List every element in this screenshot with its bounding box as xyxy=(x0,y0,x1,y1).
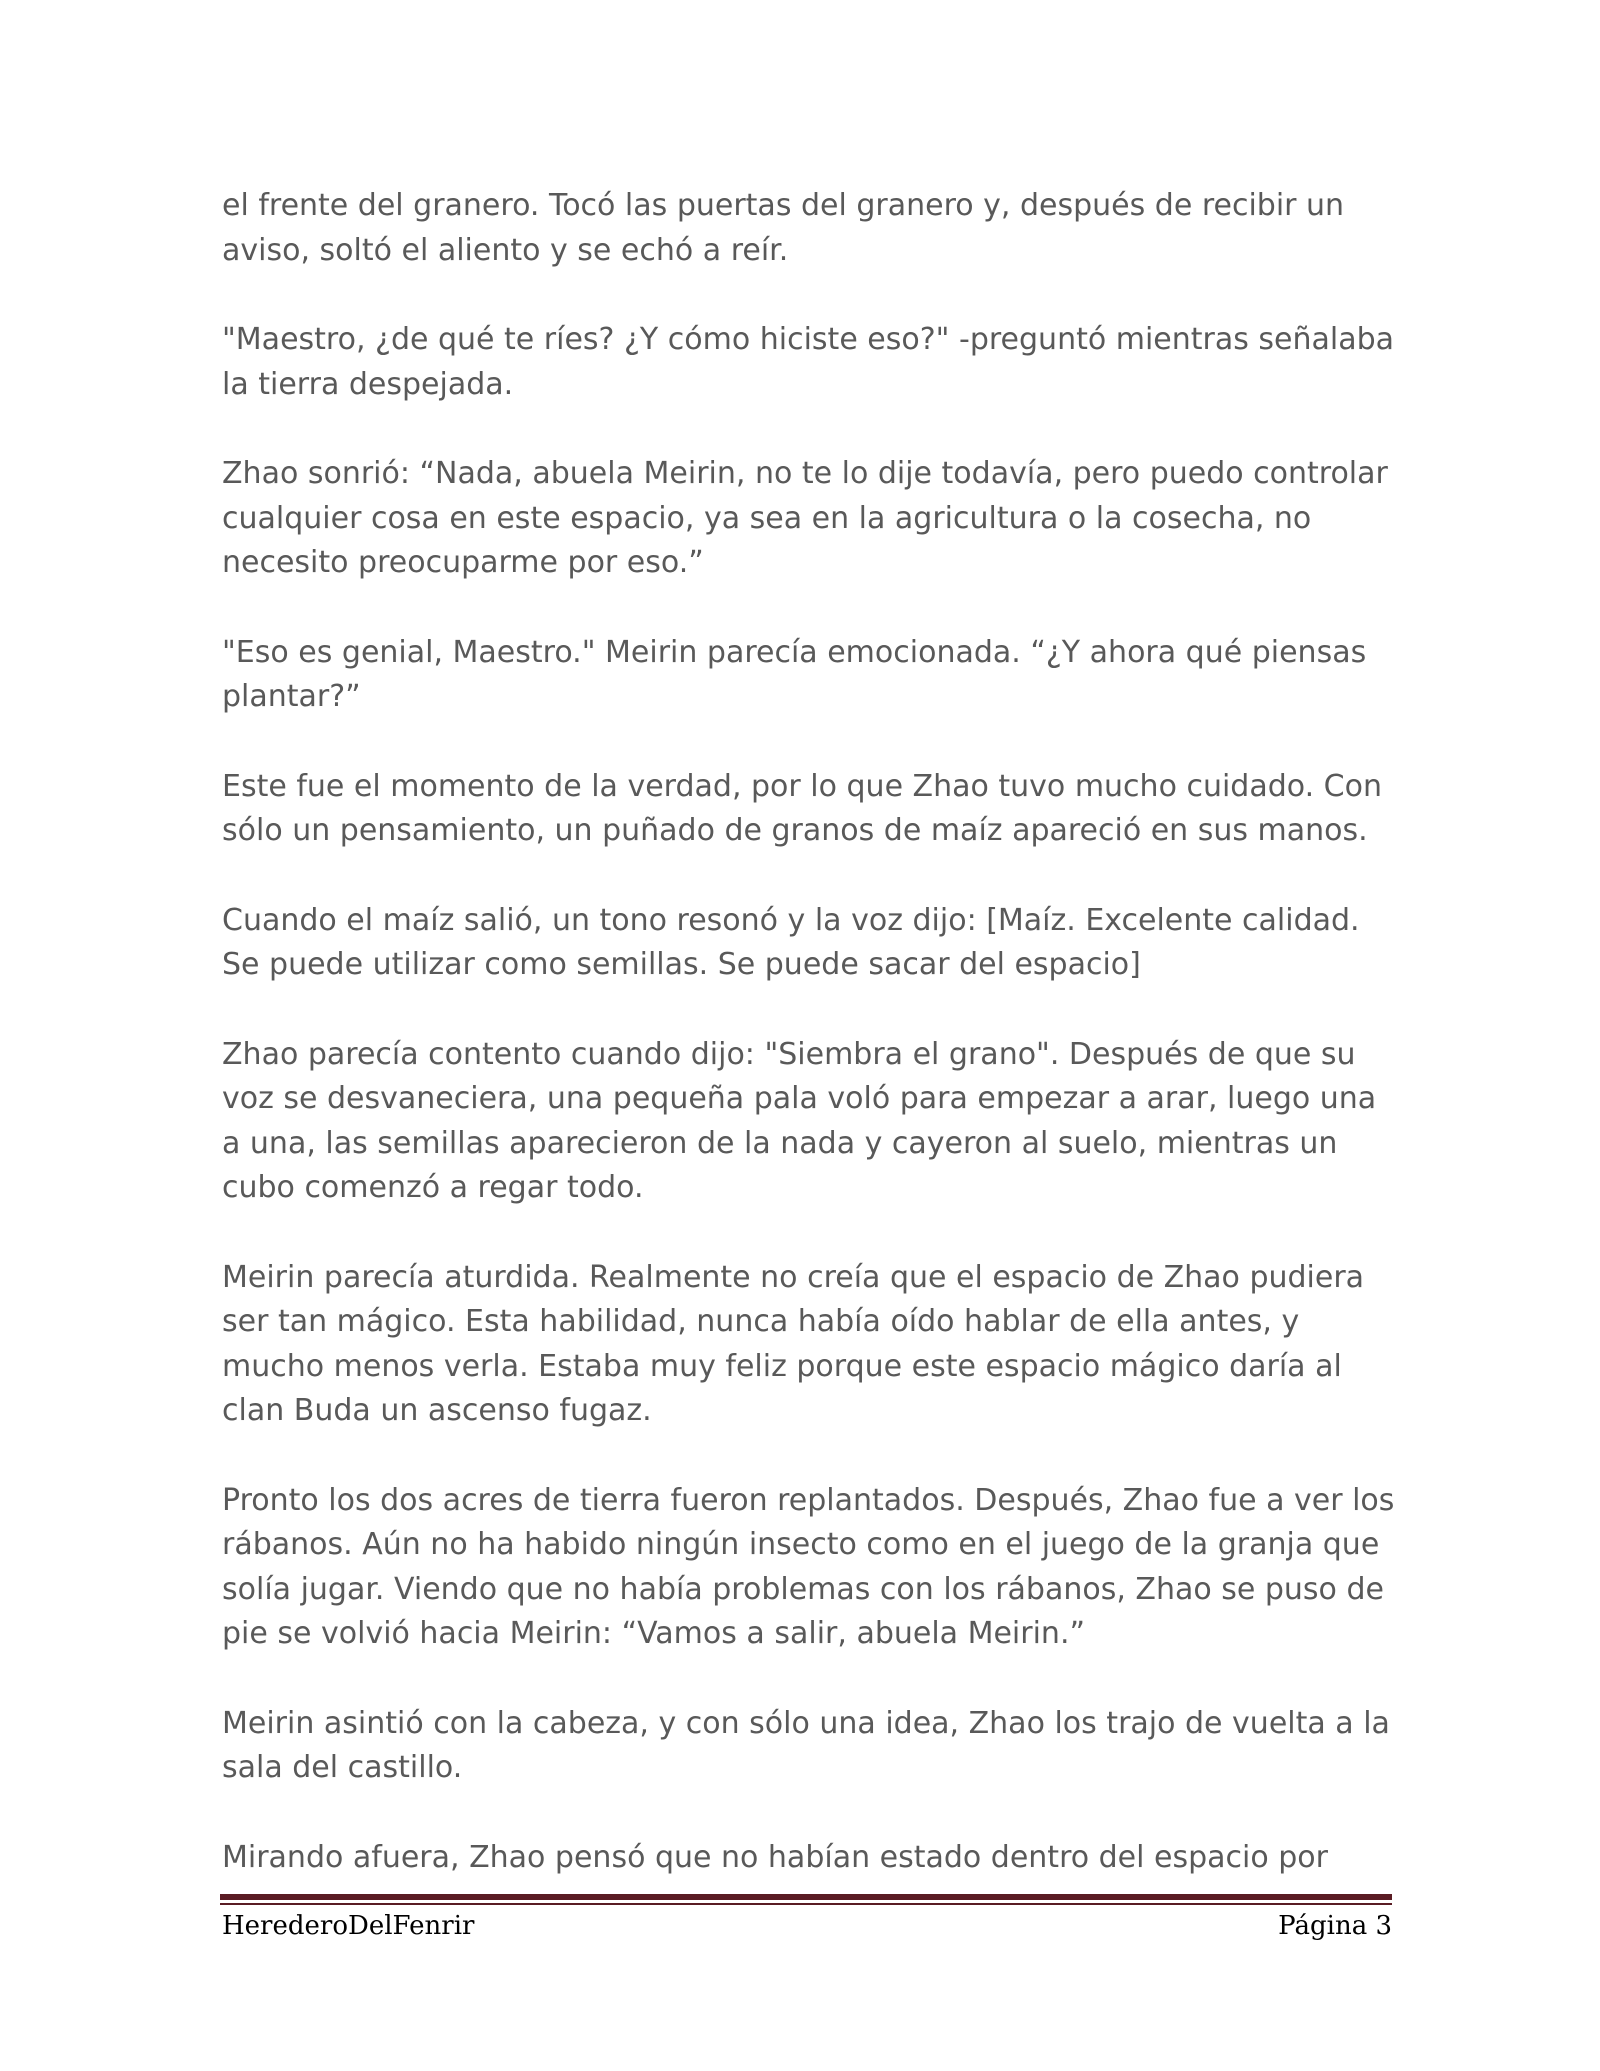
paragraph: Meirin parecía aturdida. Realmente no creía que el espacio de Zhao pudiera ser tan mágico. Esta habilidad, nunca había oído hablar de ella antes, y mucho menos verla. Estaba muy feliz porque este espacio mágico daría al clan Buda un ascenso fugaz. xyxy=(222,1259,1365,1428)
footer-divider-thick xyxy=(220,1894,1392,1900)
footer-divider-thin xyxy=(220,1903,1392,1905)
footer-author: HerederoDelFenrir xyxy=(222,1911,475,1941)
paragraph: Este fue el momento de la verdad, por lo que Zhao tuvo mucho cuidado. Con sólo un pensamiento, un puñado de granos de maíz apareció en sus manos. xyxy=(222,768,1382,848)
paragraph: "Maestro, ¿de qué te ríes? ¿Y cómo hiciste eso?" -preguntó mientras señalaba la tierra despejada. xyxy=(222,322,1395,402)
paragraph: Pronto los dos acres de tierra fueron replantados. Después, Zhao fue a ver los rábanos. Aún no ha habido ningún insecto como en el juego de la granja que solía jugar. Viendo que no había problemas con los rábanos, Zhao se puso de pie se volvió hacia Meirin: “Vamos a salir, abuela Meirin.” xyxy=(222,1482,1395,1651)
body-text xyxy=(222,184,1402,1880)
paragraph: Zhao sonrió: “Nada, abuela Meirin, no te lo dije todavía, pero puedo controlar cualquier cosa en este espacio, ya sea en la agricultura o la cosecha, no necesito preocuparme por eso.” xyxy=(222,456,1388,580)
paragraph: "Eso es genial, Maestro." Meirin parecía emocionada. “¿Y ahora qué piensas plantar?” xyxy=(222,634,1367,714)
paragraph: Meirin asintió con la cabeza, y con sólo una idea, Zhao los trajo de vuelta a la sala del castillo. xyxy=(222,1705,1390,1785)
paragraph: el frente del granero. Tocó las puertas del granero y, después de recibir un aviso, soltó el aliento y se echó a reír. xyxy=(222,188,1345,268)
paragraph: Zhao parecía contento cuando dijo: "Siembra el grano". Después de que su voz se desvaneciera, una pequeña pala voló para empezar a arar, luego una a una, las semillas aparecieron de la nada y cayeron al suelo, mientras un cubo comenzó a regar todo. xyxy=(222,1036,1377,1205)
paragraph: Cuando el maíz salió, un tono resonó y la voz dijo: [Maíz. Excelente calidad. Se puede utilizar como semillas. Se puede sacar del espacio] xyxy=(222,902,1360,982)
paragraph: Mirando afuera, Zhao pensó que no habían estado dentro del espacio por xyxy=(222,1839,1328,1875)
footer-page-number: Página 3 xyxy=(1278,1911,1392,1941)
